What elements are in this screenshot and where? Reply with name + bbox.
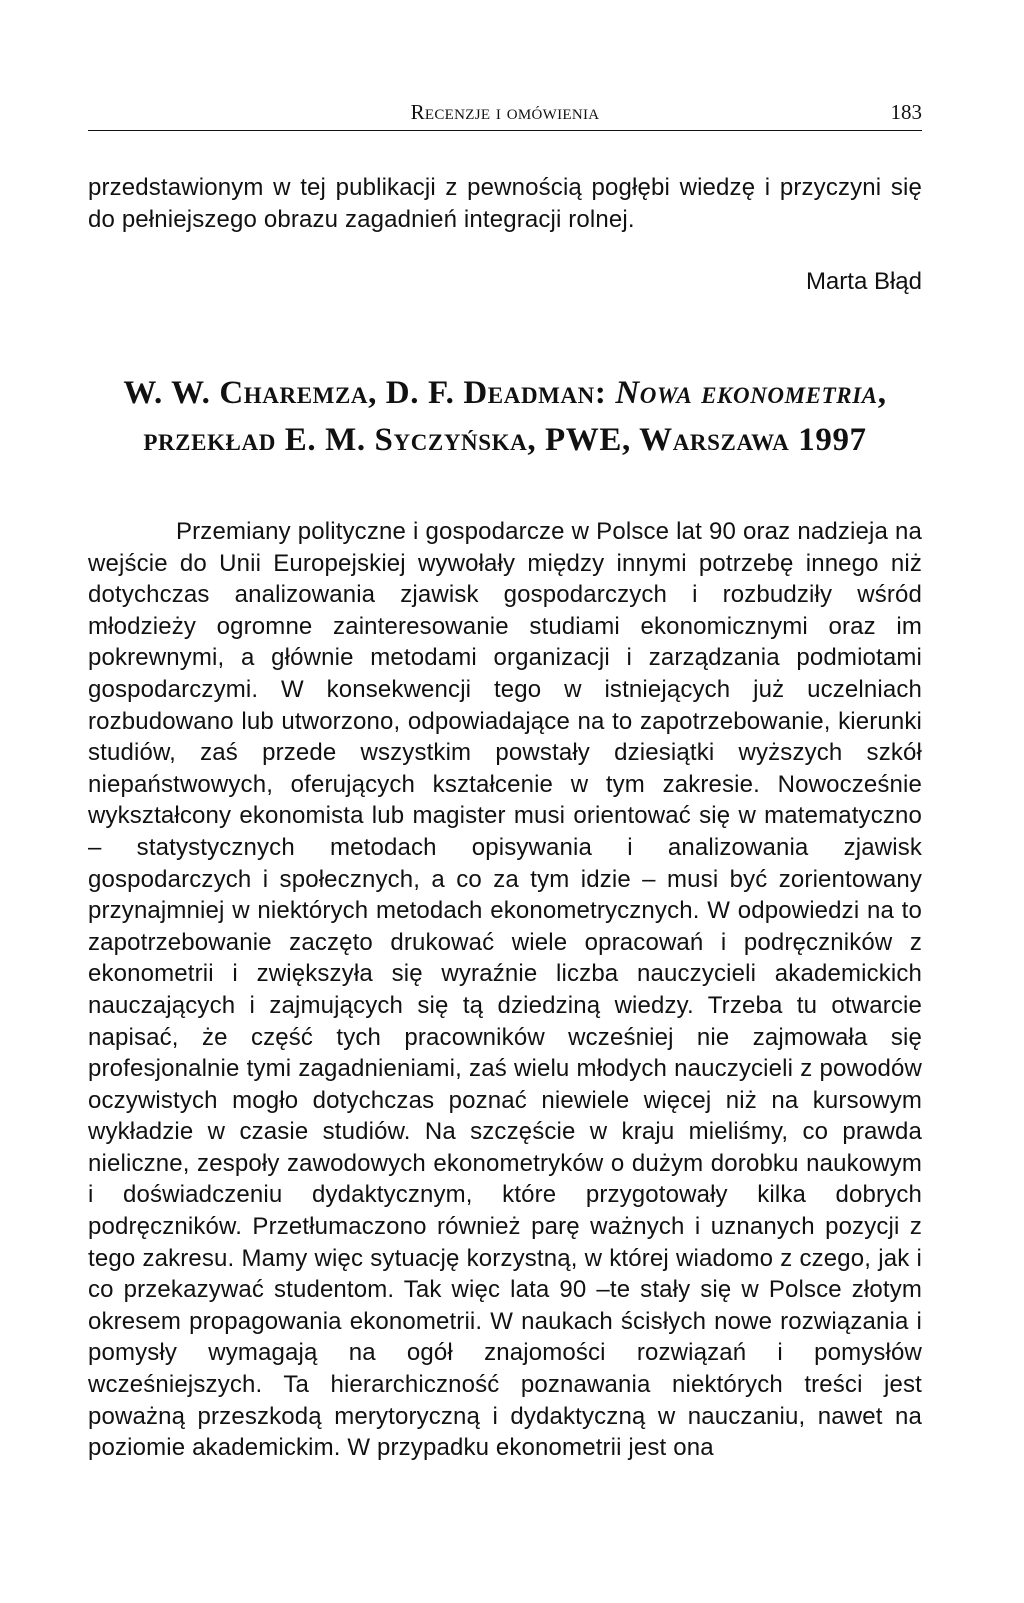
intro-paragraph-block (88, 172, 922, 235)
reviewer-signature: Marta Błąd (805, 268, 922, 295)
review-body-block (88, 516, 922, 1464)
running-title: Recenzje i omówienia (410, 100, 600, 124)
review-heading (88, 370, 922, 464)
running-header (88, 96, 922, 131)
page-number: 183 (890, 100, 922, 124)
review-paragraph: Przemiany polityczne i gospodarcze w Polsce lat 90 oraz nadzieja na wejście do Unii Europejskiej wywołały między innymi potrzebę innego niż dotychczas analizowania zjawisk gospodarczych i rozbudziły wśród młodzieży ogromne zainteresowanie studiami ekonomicznymi oraz im pokrewnymi, a głównie metodami organizacji i zarządzania podmiotami gospodarczymi. W konsekwencji tego w istniejących już uczelniach rozbudowano lub utworzono, odpowiadające na to zapotrzebowanie, kierunki studiów, zaś przede wszystkim powstały dziesiątki wyższych szkół niepaństwowych, oferujących kształcenie w tym zakresie. Nowocześnie wykształcony ekonomista lub magister musi orientować się w matematyczno – statystycznych metodach opisywania i analizowania zjawisk gospodarczych i społecznych, a co za tym idzie – musi być zorientowany przynajmniej w niektórych metodach ekonometrycznych. W odpowiedzi na to zapotrzebowanie zaczęto drukować wiele opracowań i podręczników z ekonometrii i zwiększyła się wyraźnie liczba nauczycieli akademickich nauczających i zajmujących się tą dziedziną wiedzy. Trzeba tu otwarcie napisać, że część tych pracowników wcześniej nie zajmowała się profesjonalnie tymi zagadnieniami, zaś wielu młodych nauczycieli z powodów oczywistych mogło dotychczas poznać niewiele więcej niż na kursowym wykładzie w czasie studiów. Na szczęście w kraju mieliśmy, co prawda nieliczne, zespoły zawodowych ekonometryków o dużym dorobku naukowym i doświadczeniu dydaktycznym, które przygotowały kilka dobrych podręczników. Przetłumaczono również parę ważnych i uznanych pozycji z tego zakresu. Mamy więc sytuację korzystną, w której wiadomo z czego, jak i co przekazywać studentom. Tak więc lata 90 –te stały się w Polsce złotym okresem propagowania ekonometrii. W naukach ścisłych nowe rozwiązania i pomysły wymagają na ogół znajomości rozwiązań i pomysłów wcześniejszych. Ta hierarchiczność poznawania niektórych treści jest poważną przeszkodą merytoryczną i dydaktyczną w nauczaniu, nawet na poziomie akademickim. W przypadku ekonometrii jest ona (88, 518, 922, 1462)
heading-book-title: Nowa ekonometria (615, 375, 878, 411)
intro-paragraph: przedstawionym w tej publikacji z pewnością pogłębi wiedzę i przyczyni się do pełniejszego obrazu zagadnień integracji rolnej. (88, 174, 922, 233)
heading-publication: , przekład E. M. Syczyńska, PWE, Warszawa 1997 (143, 375, 887, 458)
heading-authors: W. W. Charemza, D. F. Deadman: (123, 375, 616, 411)
